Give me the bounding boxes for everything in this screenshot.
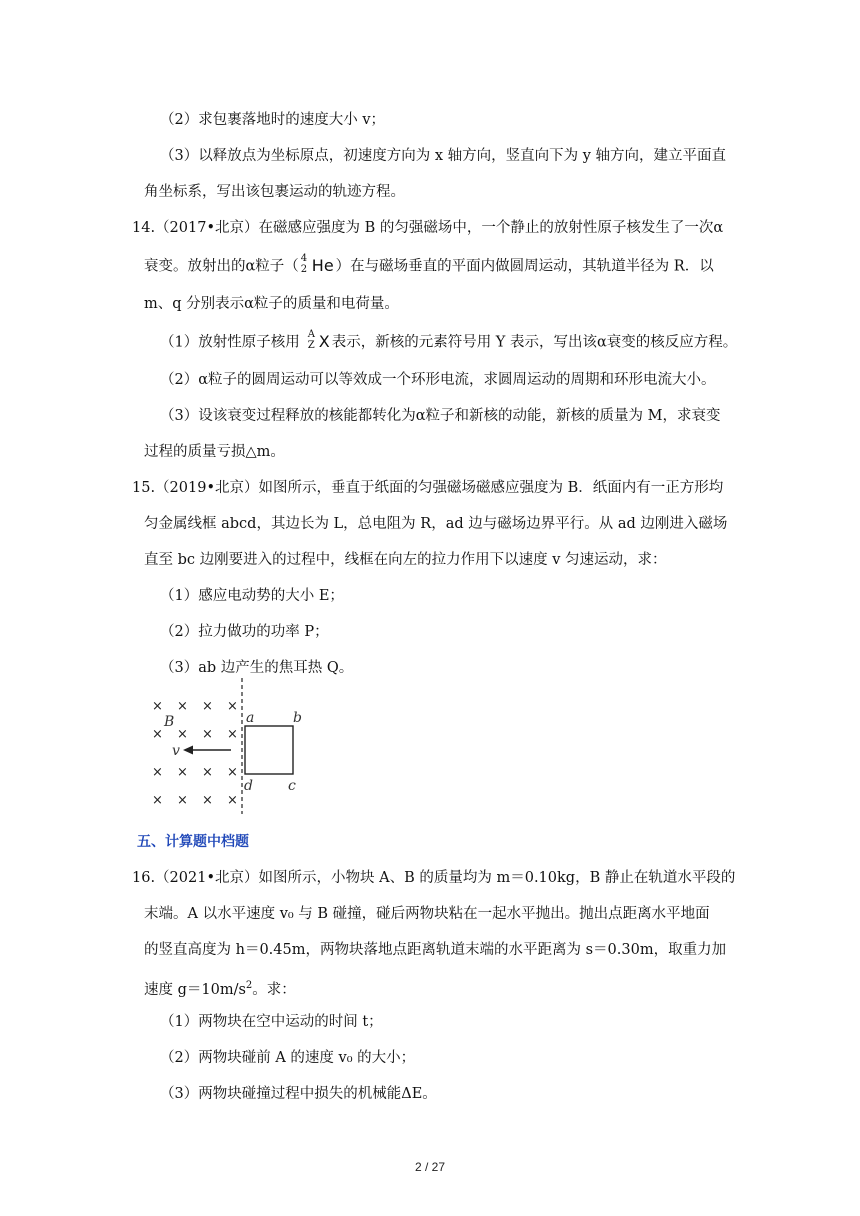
- field-mark: ×: [152, 765, 163, 780]
- field-mark: ×: [227, 793, 238, 808]
- field-mark: ×: [202, 765, 213, 780]
- vertex-c: c: [288, 778, 296, 794]
- question-13-part-2: （2）求包裹落地时的速度大小 v；: [160, 112, 386, 128]
- field-mark: ×: [227, 727, 238, 742]
- question-16-line-3: 的竖直高度为 h＝0.45m，两物块落地点距离轨道末端的水平距离为 s＝0.30m，取重力加: [144, 942, 727, 958]
- page-number: 2 / 27: [414, 1160, 446, 1174]
- field-mark: ×: [152, 727, 163, 742]
- magnetic-field-figure: [140, 676, 320, 816]
- question-15-line-3: 直至 bc 边刚要进入的过程中，线框在向左的拉力作用下以速度 v 匀速运动，求：: [144, 552, 667, 568]
- question-14-part-1: （1）放射性原子核用 A Z X 表示，新核的元素符号用 Y 表示，写出该α衰变的核反应方程。: [160, 329, 738, 351]
- field-mark: ×: [177, 765, 188, 780]
- question-15-part-1: （1）感应电动势的大小 E；: [160, 588, 344, 604]
- question-14-part-2: （2）α粒子的圆周运动可以等效成一个环形电流，求圆周运动的周期和环形电流大小。: [160, 372, 716, 388]
- field-mark: ×: [202, 727, 213, 742]
- field-mark: ×: [227, 699, 238, 714]
- field-mark: ×: [177, 699, 188, 714]
- question-14-part-3: （3）设该衰变过程释放的核能都转化为α粒子和新核的动能，新核的质量为 M，求衰变: [160, 408, 721, 424]
- vertex-d: d: [244, 778, 253, 794]
- field-mark: ×: [152, 793, 163, 808]
- question-13-part-3-cont: 角坐标系，写出该包裹运动的轨迹方程。: [144, 184, 405, 200]
- question-16-part-2: （2）两物块碰前 A 的速度 v₀ 的大小；: [160, 1050, 416, 1066]
- question-14-line-1: 14.（2017•北京）在磁感应强度为 B 的匀强磁场中，一个静止的放射性原子核发生了一次α: [132, 220, 724, 236]
- question-16-line-1: 16.（2021•北京）如图所示，小物块 A、B 的质量均为 m＝0.10kg，B 静止在轨道水平段的: [132, 870, 736, 886]
- field-mark: ×: [202, 699, 213, 714]
- question-14-line-3: m、q 分别表示α粒子的质量和电荷量。: [144, 296, 399, 312]
- section-heading: 五、计算题中档题: [137, 834, 249, 850]
- field-label-B: B: [164, 714, 175, 730]
- question-13-part-3: （3）以释放点为坐标原点，初速度方向为 x 轴方向，竖直向下为 y 轴方向，建立平面直: [160, 148, 727, 164]
- field-mark: ×: [152, 699, 163, 714]
- field-mark: ×: [202, 793, 213, 808]
- field-mark: ×: [177, 793, 188, 808]
- question-16-part-3: （3）两物块碰撞过程中损失的机械能ΔE。: [160, 1086, 437, 1102]
- velocity-label: v: [172, 743, 180, 759]
- question-16-line-2: 末端。A 以水平速度 v₀ 与 B 碰撞，碰后两物块粘在一起水平抛出。抛出点距离水平地面: [144, 906, 710, 922]
- question-16-line-4: 速度 $g=10m/s^2$。求：: [144, 980, 296, 998]
- question-14-line-2: 衰变。放射出的α粒子（ 4 2 He ）在与磁场垂直的平面内做圆周运动，其轨道半径为 R．以: [144, 253, 714, 275]
- question-14-part-3-cont: 过程的质量亏损△m。: [144, 444, 285, 460]
- question-15-line-2: 匀金属线框 abcd，其边长为 L，总电阻为 R，ad 边与磁场边界平行。从 ad 边刚进入磁场: [144, 516, 728, 532]
- parent-nuclide: A Z X: [307, 329, 330, 351]
- question-15-part-2: （2）拉力做功的功率 P；: [160, 624, 329, 640]
- square-frame: [245, 726, 293, 774]
- question-15-line-1: 15.（2019•北京）如图所示，垂直于纸面的匀强磁场磁感应强度为 B．纸面内有一正方形均: [132, 480, 724, 496]
- question-15-part-3: （3）ab 边产生的焦耳热 Q。: [160, 660, 354, 676]
- helium-nuclide: 4 2 He: [300, 253, 334, 275]
- vertex-b: b: [293, 710, 302, 726]
- vertex-a: a: [246, 710, 255, 726]
- field-mark: ×: [227, 765, 238, 780]
- velocity-arrow-head: [183, 746, 193, 755]
- question-16-part-1: （1）两物块在空中运动的时间 t；: [160, 1014, 383, 1030]
- field-mark: ×: [177, 727, 188, 742]
